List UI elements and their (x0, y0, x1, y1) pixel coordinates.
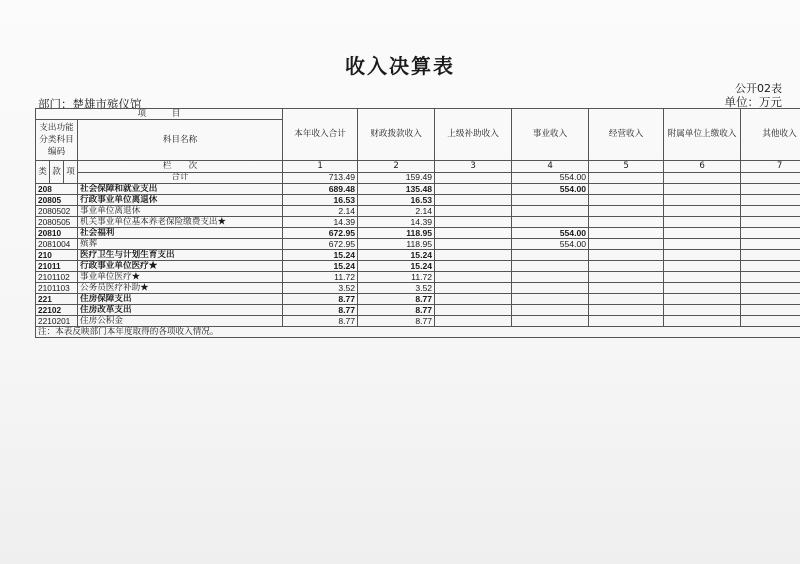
header-row-lanci (36, 161, 800, 173)
income-table (35, 108, 800, 338)
table-row (36, 283, 800, 294)
row-business (512, 195, 589, 206)
page-title: 收入决算表 (345, 54, 455, 78)
row-business (512, 217, 589, 228)
row-empty-cell (741, 172, 800, 184)
row-name: 事业单位医疗★ (78, 272, 283, 283)
row-empty-cell (589, 261, 664, 272)
row-empty-cell (741, 250, 800, 261)
row-empty-cell (741, 294, 800, 305)
row-empty-cell (435, 283, 512, 294)
row-empty-cell (741, 217, 800, 228)
row-empty-cell (741, 228, 800, 239)
row-empty-cell (589, 305, 664, 316)
row-empty-cell (664, 195, 741, 206)
header-col-other: 其他收入 (741, 109, 800, 161)
row-name: 事业单位离退休 (78, 206, 283, 217)
row-empty-cell (589, 228, 664, 239)
unit-label: 单位：万元 (724, 95, 782, 109)
row-empty-cell (741, 272, 800, 283)
row-name: 社会保障和就业支出 (78, 184, 283, 195)
row-empty-cell (664, 283, 741, 294)
table-row (36, 239, 800, 250)
row-empty-cell (741, 206, 800, 217)
row-code: 221 (36, 294, 78, 305)
row-empty-cell (741, 283, 800, 294)
header-col-total: 本年收入合计 (283, 109, 358, 161)
row-total: 672.95 (283, 239, 358, 250)
department-label: 部门：楚雄市殡仪馆 (38, 97, 142, 111)
row-total: 2.14 (283, 206, 358, 217)
row-total: 689.48 (283, 184, 358, 195)
row-empty-cell (589, 250, 664, 261)
row-code: 210 (36, 250, 78, 261)
row-code: 2080502 (36, 206, 78, 217)
row-business (512, 305, 589, 316)
row-empty-cell (664, 172, 741, 184)
header-col-business: 事业收入 (512, 109, 589, 161)
row-total: 8.77 (283, 305, 358, 316)
row-empty-cell (741, 261, 800, 272)
row-business (512, 206, 589, 217)
row-code: 21011 (36, 261, 78, 272)
row-fiscal: 15.24 (358, 250, 435, 261)
table-note: 注：本表反映部门本年度取得的各项收入情况。 (36, 327, 800, 338)
table-row (36, 316, 800, 327)
row-empty-cell (741, 184, 800, 195)
row-fiscal: 15.24 (358, 261, 435, 272)
row-total: 713.49 (283, 172, 358, 184)
row-fiscal: 2.14 (358, 206, 435, 217)
row-name: 合计 (78, 172, 283, 184)
header-col-fiscal: 财政拨款收入 (358, 109, 435, 161)
row-empty-cell (741, 305, 800, 316)
col-number-1: 1 (283, 161, 358, 173)
row-name: 住房改革支出 (78, 305, 283, 316)
row-fiscal: 14.39 (358, 217, 435, 228)
col-number-4: 4 (512, 161, 589, 173)
row-empty-cell (741, 316, 800, 327)
row-fiscal: 118.95 (358, 228, 435, 239)
row-empty-cell (435, 195, 512, 206)
row-business (512, 283, 589, 294)
row-code: 20805 (36, 195, 78, 206)
row-code: 2081004 (36, 239, 78, 250)
table-row (36, 228, 800, 239)
row-fiscal: 11.72 (358, 272, 435, 283)
row-empty-cell (435, 294, 512, 305)
row-empty-cell (664, 305, 741, 316)
form-code: 公开02表 (735, 82, 782, 95)
header-kuan: 款 (50, 161, 64, 184)
row-fiscal: 8.77 (358, 294, 435, 305)
row-empty-cell (435, 272, 512, 283)
row-code: 2210201 (36, 316, 78, 327)
row-empty-cell (664, 206, 741, 217)
row-empty-cell (664, 239, 741, 250)
row-business (512, 261, 589, 272)
row-total: 3.52 (283, 283, 358, 294)
row-fiscal: 8.77 (358, 316, 435, 327)
header-lei: 类 (36, 161, 50, 184)
row-name: 行政事业单位医疗★ (78, 261, 283, 272)
header-func-class: 支出功能分类科目编码 (36, 120, 78, 161)
row-empty-cell (589, 316, 664, 327)
row-empty-cell (589, 195, 664, 206)
row-fiscal: 8.77 (358, 305, 435, 316)
row-name: 社会福利 (78, 228, 283, 239)
row-empty-cell (435, 217, 512, 228)
row-name: 住房公积金 (78, 316, 283, 327)
row-business (512, 316, 589, 327)
row-empty-cell (589, 217, 664, 228)
col-number-3: 3 (435, 161, 512, 173)
header-lanci: 栏 次 (78, 161, 283, 173)
col-number-6: 6 (664, 161, 741, 173)
row-business: 554.00 (512, 184, 589, 195)
table-row (36, 261, 800, 272)
row-name: 殡葬 (78, 239, 283, 250)
row-business (512, 272, 589, 283)
row-empty-cell (664, 184, 741, 195)
row-empty-cell (589, 184, 664, 195)
row-code: 2101103 (36, 283, 78, 294)
row-empty-cell (664, 250, 741, 261)
row-empty-cell (589, 283, 664, 294)
row-name: 医疗卫生与计划生育支出 (78, 250, 283, 261)
header-project: 项 目 (36, 109, 283, 120)
header-row-project (36, 109, 800, 120)
row-empty-cell (589, 239, 664, 250)
row-code: 22102 (36, 305, 78, 316)
row-name: 公务员医疗补助★ (78, 283, 283, 294)
row-fiscal: 3.52 (358, 283, 435, 294)
row-empty-cell (435, 261, 512, 272)
col-number-2: 2 (358, 161, 435, 173)
row-code: 2101102 (36, 272, 78, 283)
row-name: 行政事业单位离退休 (78, 195, 283, 206)
row-empty-cell (589, 206, 664, 217)
row-business (512, 250, 589, 261)
row-total: 15.24 (283, 250, 358, 261)
row-empty-cell (589, 272, 664, 283)
row-empty-cell (664, 294, 741, 305)
row-empty-cell (435, 316, 512, 327)
row-empty-cell (435, 228, 512, 239)
row-total: 8.77 (283, 316, 358, 327)
table-row (36, 184, 800, 195)
table-row (36, 272, 800, 283)
row-total: 16.53 (283, 195, 358, 206)
row-empty-cell (435, 250, 512, 261)
row-total: 11.72 (283, 272, 358, 283)
row-empty-cell (741, 239, 800, 250)
row-empty-cell (664, 228, 741, 239)
row-empty-cell (741, 195, 800, 206)
table-row (36, 172, 800, 184)
row-business: 554.00 (512, 239, 589, 250)
col-number-7: 7 (741, 161, 800, 173)
header-col-affiliated: 附属单位上缴收入 (664, 109, 741, 161)
row-empty-cell (664, 316, 741, 327)
row-empty-cell (589, 172, 664, 184)
table-row (36, 206, 800, 217)
table-row (36, 305, 800, 316)
row-business: 554.00 (512, 172, 589, 184)
table-row (36, 294, 800, 305)
row-empty-cell (664, 261, 741, 272)
row-fiscal: 135.48 (358, 184, 435, 195)
row-name: 住房保障支出 (78, 294, 283, 305)
row-name: 机关事业单位基本养老保险缴费支出★ (78, 217, 283, 228)
header-col-superior: 上级补助收入 (435, 109, 512, 161)
row-empty-cell (435, 239, 512, 250)
row-business (512, 294, 589, 305)
table-row (36, 217, 800, 228)
table-row (36, 195, 800, 206)
row-total: 672.95 (283, 228, 358, 239)
row-code: 2080505 (36, 217, 78, 228)
row-fiscal: 118.95 (358, 239, 435, 250)
row-code: 20810 (36, 228, 78, 239)
row-total: 8.77 (283, 294, 358, 305)
row-fiscal: 159.49 (358, 172, 435, 184)
row-code: 208 (36, 184, 78, 195)
row-empty-cell (664, 217, 741, 228)
row-empty-cell (435, 305, 512, 316)
col-number-5: 5 (589, 161, 664, 173)
header-xiang: 项 (64, 161, 78, 184)
row-empty-cell (435, 184, 512, 195)
table-row (36, 250, 800, 261)
row-empty-cell (589, 294, 664, 305)
row-total: 15.24 (283, 261, 358, 272)
row-empty-cell (435, 206, 512, 217)
row-empty-cell (435, 172, 512, 184)
row-empty-cell (664, 272, 741, 283)
row-business: 554.00 (512, 228, 589, 239)
header-col-operating: 经营收入 (589, 109, 664, 161)
note-row (36, 327, 800, 338)
row-total: 14.39 (283, 217, 358, 228)
row-fiscal: 16.53 (358, 195, 435, 206)
header-subject-name: 科目名称 (78, 120, 283, 161)
